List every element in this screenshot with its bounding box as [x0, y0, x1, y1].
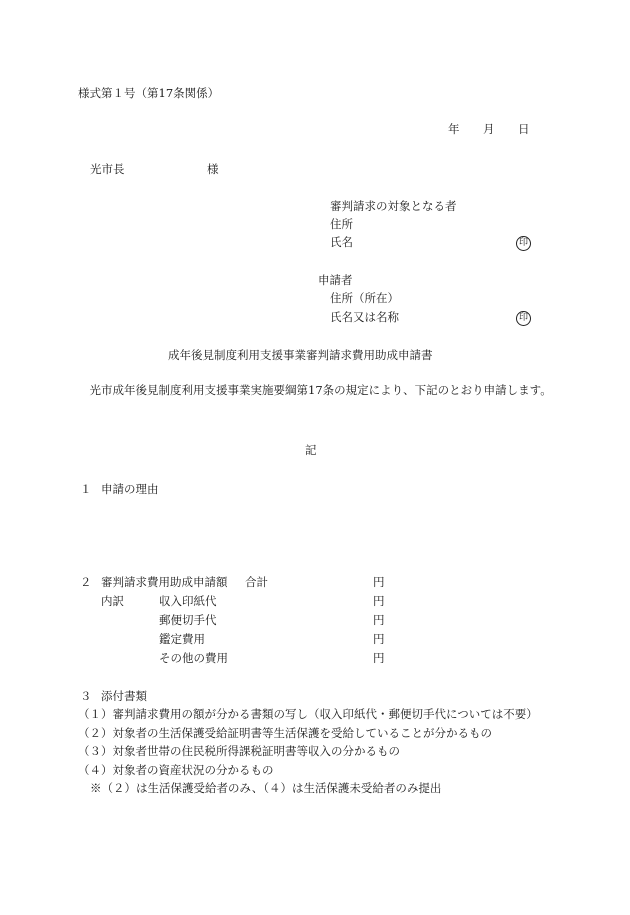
- document-title: 成年後見制度利用支援事業審判請求費用助成申請書: [168, 348, 433, 362]
- section1-title: 申請の理由: [101, 482, 159, 496]
- body-text: 光市成年後見制度利用支援事業実施要綱第17条の規定により、下記のとおり申請します。: [89, 383, 552, 397]
- breakdown-item: その他の費用: [159, 651, 228, 665]
- yen-item: 円: [373, 594, 385, 608]
- applicant-name-label: 氏名又は名称: [330, 310, 399, 324]
- attachment-item: （４）対象者の資産状況の分かるもの: [78, 763, 274, 777]
- yen-item: 円: [373, 632, 385, 646]
- date-day: 日: [518, 122, 530, 136]
- section2-total-label: 合計: [245, 575, 268, 589]
- attachment-item: （１）審判請求費用の額が分かる書類の写し（収入印紙代・郵便切手代については不要）: [78, 707, 538, 721]
- breakdown-item: 収入印紙代: [159, 594, 217, 608]
- breakdown-item: 郵便切手代: [159, 613, 217, 627]
- breakdown-item: 鑑定費用: [159, 632, 205, 646]
- ki-label: 記: [305, 443, 317, 457]
- attachment-item: （２）対象者の生活保護受給証明書等生活保護を受給していることが分かるもの: [78, 726, 492, 740]
- attachment-note: ※（２）は生活保護受給者のみ、（４）は生活保護未受給者のみ提出: [90, 781, 442, 795]
- form-number: 様式第１号（第17条関係）: [78, 86, 220, 100]
- subject-address-label: 住所: [330, 217, 353, 231]
- applicant-seal-mark: 印: [516, 311, 531, 326]
- subject-name-label: 氏名: [330, 235, 353, 249]
- subject-seal-mark: 印: [516, 236, 531, 251]
- breakdown-label: 内訳: [101, 594, 124, 608]
- addressee-name: 光市長: [90, 162, 125, 176]
- applicant-address-label: 住所（所在）: [330, 291, 399, 305]
- yen-item: 円: [373, 651, 385, 665]
- yen-item: 円: [373, 613, 385, 627]
- section2-title: 審判請求費用助成申請額: [101, 575, 228, 589]
- date-month: 月: [483, 122, 495, 136]
- applicant-heading: 申請者: [318, 273, 353, 287]
- subject-heading: 審判請求の対象となる者: [330, 199, 457, 213]
- yen-total: 円: [373, 575, 385, 589]
- section2-number: ２: [80, 575, 92, 589]
- section3-title: 添付書類: [101, 689, 147, 703]
- date-year: 年: [448, 122, 460, 136]
- addressee-honorific: 様: [207, 162, 219, 176]
- section1-number: １: [80, 482, 92, 496]
- attachment-item: （３）対象者世帯の住民税所得課税証明書等収入の分かるもの: [78, 744, 400, 758]
- section3-number: ３: [80, 689, 92, 703]
